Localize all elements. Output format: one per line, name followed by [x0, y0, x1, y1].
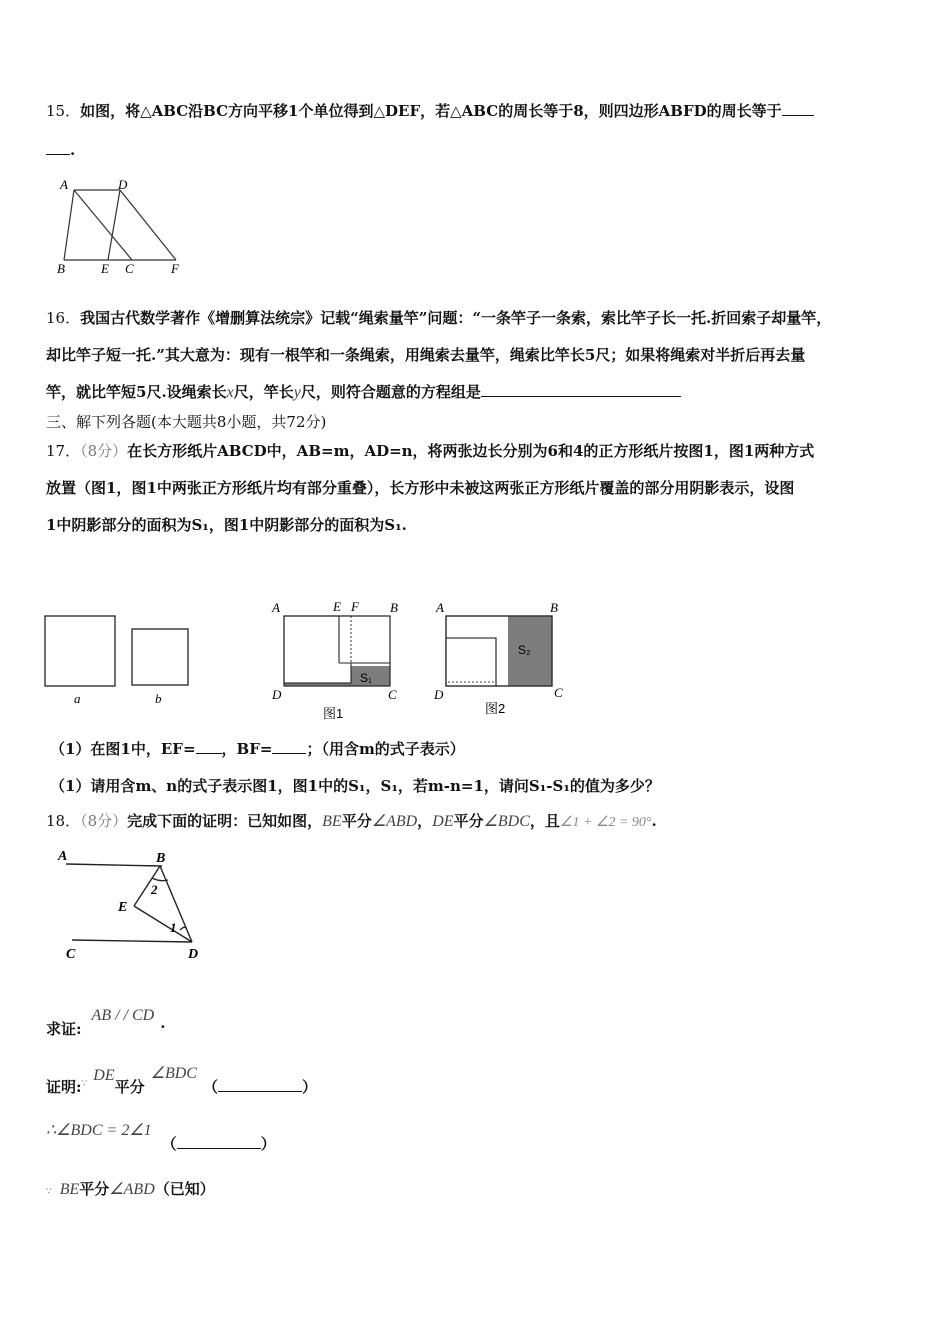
prove-line: [46, 1005, 898, 1042]
math-be: BE: [322, 813, 342, 830]
question-number: 16．: [46, 309, 81, 327]
question-end: .: [70, 141, 76, 159]
math-abd: ∠ABD: [371, 813, 418, 830]
label-B: B: [156, 851, 166, 866]
figure-15-translation: [52, 178, 192, 278]
line3-be: BE: [59, 1181, 80, 1198]
question-15: [46, 93, 898, 130]
question-number: 18．: [46, 812, 81, 830]
label-a: a: [74, 691, 81, 706]
label-C: C: [388, 687, 397, 702]
text-c: 平分: [453, 812, 484, 830]
question-line-3: 1中阴影部分的面积为S₁，图1中阴影部分的面积为S₁.: [46, 516, 407, 534]
sep: ，: [417, 812, 433, 830]
label-S1: S₁: [360, 671, 373, 685]
label-C: C: [125, 261, 134, 276]
question-score: （8分）: [80, 442, 128, 460]
figure-caption: 图2: [485, 701, 506, 716]
question-17: [46, 433, 898, 544]
figure-18-parallel-lines: [56, 846, 216, 966]
proof-de: DE: [93, 1067, 115, 1084]
label-A: A: [436, 600, 444, 615]
label-C: C: [66, 947, 76, 962]
prove-math: AB / / CD: [91, 1007, 155, 1024]
proof-line-2: [46, 1118, 898, 1155]
reason-blank-2[interactable]: [177, 1134, 261, 1149]
label-D: D: [118, 178, 128, 192]
label-B: B: [390, 600, 398, 615]
label-E: E: [101, 261, 109, 276]
proof-label: 证明:: [46, 1078, 82, 1096]
question-17-sub-2: [50, 768, 902, 805]
question-line-2: 放置（图1，图1中两张正方形纸片均有部分重叠），长方形中未被这两张正方形纸片覆盖的部分用阴影表示，设图: [46, 479, 795, 497]
figure-caption: 图1: [323, 706, 344, 721]
figure-square-b: [131, 628, 191, 707]
question-line-3b: 尺，竿长: [233, 383, 294, 401]
question-line-2: 却比竿子短一托.”其大意为：现有一根竿和一条绳索，用绳索去量竿，绳索比竿长5尺；如果将绳索对半折后再去量: [46, 346, 806, 364]
answer-blank[interactable]: [782, 101, 814, 116]
label-A: A: [60, 178, 68, 192]
paren-open: （: [161, 1135, 177, 1153]
question-17-sub-1: [50, 731, 902, 768]
question-16: [46, 300, 898, 411]
prove-end: .: [160, 1014, 166, 1032]
label-E: E: [118, 900, 128, 915]
prove-label: 求证:: [46, 1020, 82, 1038]
sub-text-a: （1）在图1中，EF=: [50, 740, 196, 758]
line3-bisect: 平分: [79, 1180, 110, 1198]
question-line-3a: 竿，就比竿短5尺.设绳索长: [46, 383, 227, 401]
end: .: [651, 812, 657, 830]
question-15-continued: [46, 132, 898, 169]
question-line-1: 我国古代数学著作《增删算法统宗》记载“绳索量竿”问题：“一条竿子一条索，索比竿子长一托.折回索子却量竿，: [80, 309, 832, 327]
label-C: C: [554, 685, 563, 700]
label-D: D: [188, 947, 199, 962]
sub-text: （1）请用含m、n的式子表示图1，图1中的S₁，S₁，若m-n=1，请问S₁-S₁的值为多少？: [50, 777, 660, 795]
figure-17-1: [268, 596, 408, 722]
answer-blank[interactable]: [46, 140, 70, 155]
line3-dot: ∵: [46, 1187, 52, 1197]
text-a: 完成下面的证明：已知如图，: [127, 812, 323, 830]
paren-close: ）: [301, 1078, 317, 1096]
section-title-text: 三、解下列各题(本大题共8小题，共72分): [46, 413, 327, 431]
text-b: 平分: [341, 812, 372, 830]
math-angles: ∠1 + ∠2 = 90°: [559, 815, 652, 830]
sub-text-b: ，BF=: [221, 740, 273, 758]
proof-bisect: 平分: [114, 1078, 145, 1096]
question-score: （8分）: [80, 812, 128, 830]
label-1: 1: [170, 920, 177, 935]
question-line-1: 在长方形纸片ABCD中，AB=m，AD=n，将两张边长分别为6和4的正方形纸片按图1，图1两种方式: [127, 442, 815, 460]
label-E: E: [333, 599, 341, 614]
reason-blank-1[interactable]: [218, 1077, 302, 1092]
math-de: DE: [432, 813, 454, 830]
therefore-math: ∴∠BDC = 2∠1: [46, 1122, 152, 1139]
question-18: [46, 803, 898, 841]
figure-17-2: [430, 596, 570, 722]
paren-open: （: [202, 1078, 218, 1096]
label-b: b: [155, 691, 162, 706]
answer-blank-ef[interactable]: [196, 739, 222, 754]
paren-close: ）: [260, 1135, 276, 1153]
label-A: A: [58, 849, 68, 864]
math-bdc: ∠BDC: [483, 813, 530, 830]
label-F: F: [351, 599, 359, 614]
proof-bdc: ∠BDC: [150, 1065, 197, 1082]
var-y: y: [293, 384, 301, 401]
label-S2: S₂: [518, 643, 531, 657]
label-A: A: [272, 600, 280, 615]
line3-known: （已知）: [154, 1180, 215, 1198]
question-number: 15．: [46, 102, 81, 120]
answer-blank[interactable]: [481, 382, 681, 397]
proof-line-3: [46, 1171, 898, 1211]
label-D: D: [434, 687, 444, 702]
label-D: D: [272, 687, 282, 702]
answer-blank-bf[interactable]: [272, 739, 306, 754]
question-text: 如图，将△ABC沿BC方向平移1个单位得到△DEF，若△ABC的周长等于8，则四边形ABFD的周长等于: [80, 102, 782, 120]
question-line-3c: 尺，则符合题意的方程组是: [300, 383, 481, 401]
label-2: 2: [151, 882, 158, 897]
line3-abd: ∠ABD: [109, 1181, 155, 1198]
question-number: 17．: [46, 442, 81, 460]
proof-dot: ∵: [81, 1079, 88, 1089]
label-B: B: [57, 261, 65, 276]
proof-line-1: [46, 1063, 898, 1103]
sub-text-c: ；（用含m的式子表示）: [306, 740, 465, 758]
label-B: B: [550, 600, 558, 615]
label-F: F: [171, 261, 179, 276]
var-x: x: [226, 384, 234, 401]
figure-square-a: [44, 615, 118, 707]
text-d: ，且: [529, 812, 560, 830]
